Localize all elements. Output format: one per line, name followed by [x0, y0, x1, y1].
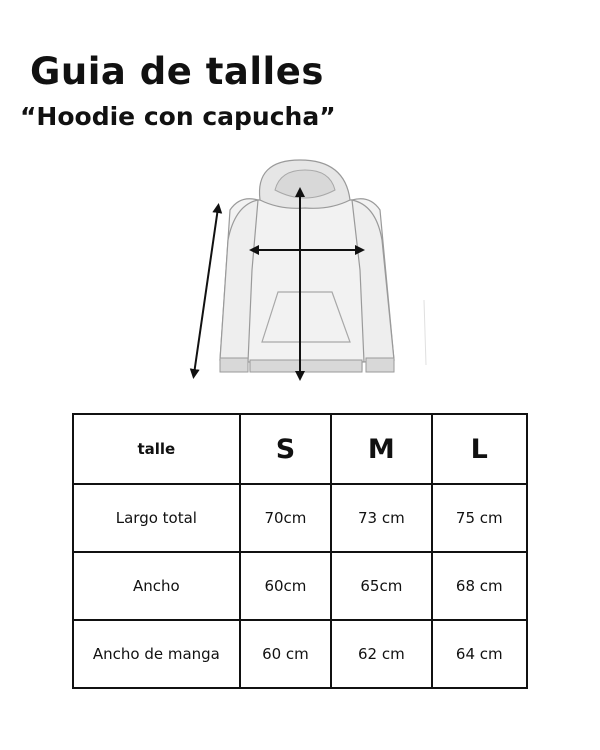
row-label-largo-total: Largo total [73, 484, 240, 552]
cell-value: 65cm [331, 552, 431, 620]
cell-value: 75 cm [432, 484, 527, 552]
row-label-ancho: Ancho [73, 552, 240, 620]
size-header-s: S [240, 414, 331, 484]
table-row [73, 620, 527, 688]
page-title: Guia de talles [30, 50, 324, 93]
table-row [73, 552, 527, 620]
table-header-label: talle [73, 414, 240, 484]
cell-value: 64 cm [432, 620, 527, 688]
hoodie-left-cuff-shape [220, 358, 248, 372]
hoodie-right-cuff-shape [366, 358, 394, 372]
table-row [73, 484, 527, 552]
size-table [72, 413, 528, 689]
cell-value: 62 cm [331, 620, 431, 688]
table-header-row [73, 414, 527, 484]
cell-value: 70cm [240, 484, 331, 552]
size-header-m: M [331, 414, 431, 484]
cell-value: 60 cm [240, 620, 331, 688]
cell-value: 68 cm [432, 552, 527, 620]
hoodie-waistband-shape [250, 360, 362, 372]
cell-value: 73 cm [331, 484, 431, 552]
cell-value: 60cm [240, 552, 331, 620]
size-header-l: L [432, 414, 527, 484]
page-subtitle: “Hoodie con capucha” [20, 102, 336, 131]
row-label-ancho-de-manga: Ancho de manga [73, 620, 240, 688]
hoodie-edge-line [424, 300, 426, 365]
hoodie-illustration [180, 150, 450, 390]
sleeve-arrow-icon [194, 208, 218, 374]
